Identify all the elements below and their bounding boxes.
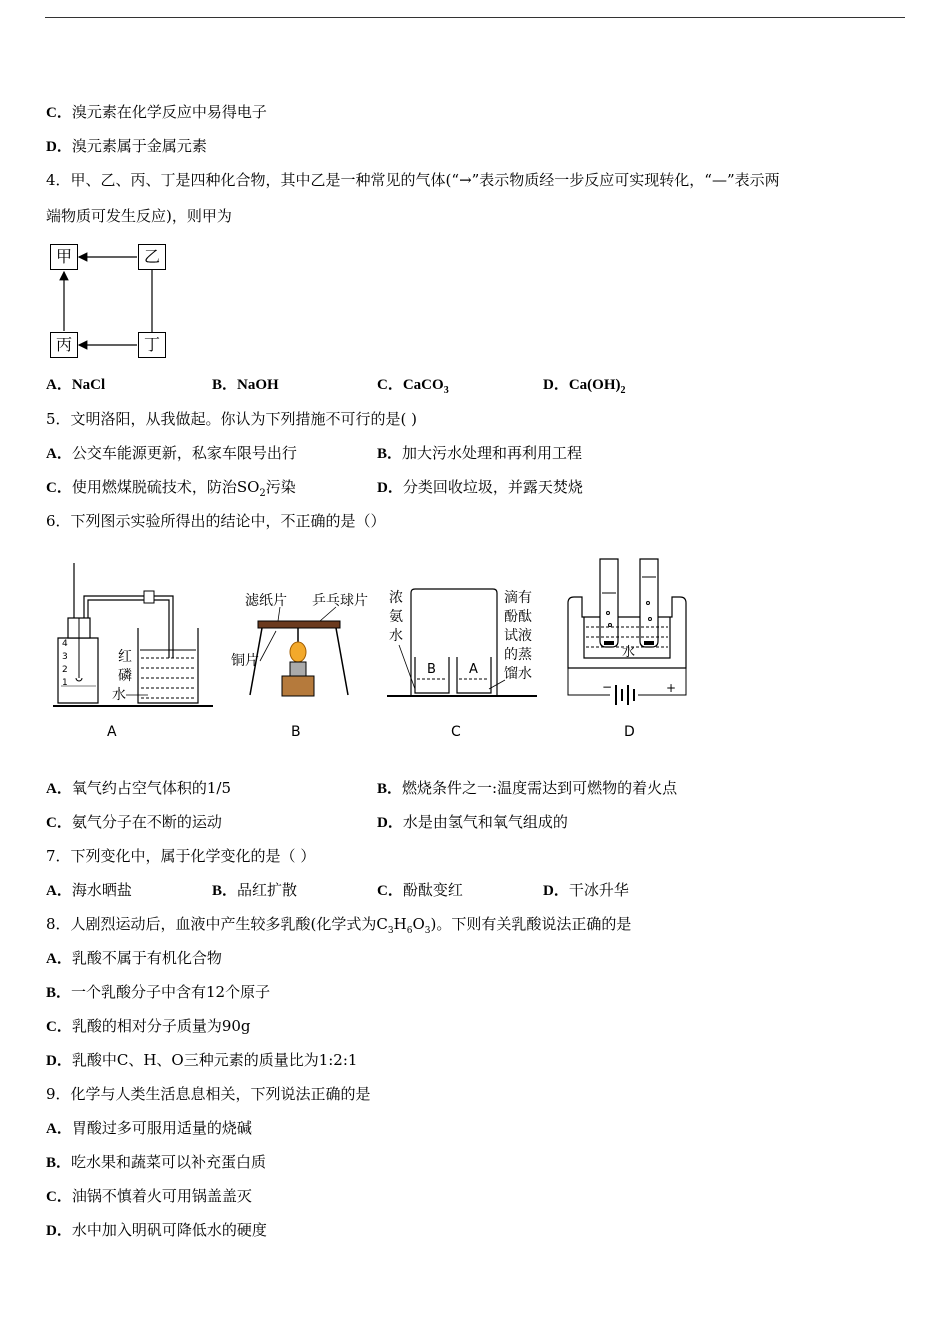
q7-stem: 7．下列变化中，属于化学变化的是（ ） <box>46 847 316 865</box>
label-copper: 铜片 <box>231 653 259 669</box>
mark-1: 1 <box>62 678 68 688</box>
q6-figure-c <box>385 585 545 743</box>
label-c-left-2: 氨 <box>389 609 403 625</box>
label-pingpong: 乒乓球片 <box>312 593 368 609</box>
node-ding: 丁 <box>138 332 166 358</box>
caption-b: B <box>291 724 301 740</box>
q8-stem: 8．人剧烈运动后，血液中产生较多乳酸(化学式为$C_3H_6O_3$)。下则有关乳酸说法正确的是 <box>46 915 632 936</box>
q4-option-b: B．NaOH <box>212 377 279 393</box>
mark-2: 2 <box>62 665 68 675</box>
q6-option-a: A．氧气约占空气体积的1/5 <box>46 779 231 797</box>
q4-option-a: A．NaCl <box>46 377 106 393</box>
caption-d: D <box>624 724 635 740</box>
node-bing: 丙 <box>50 332 78 358</box>
q8-option-c: C．乳酸的相对分子质量为90g <box>46 1017 251 1035</box>
label-beaker-a: A <box>469 662 478 677</box>
label-beaker-b: B <box>427 662 436 677</box>
caption-c: C <box>451 724 461 740</box>
q6-stem: 6．下列图示实验所得出的结论中，不正确的是（） <box>46 512 386 530</box>
label-phos: 磷 <box>118 668 132 684</box>
q4-diagram <box>49 243 169 359</box>
q7-option-c: C．酚酞变红 <box>377 881 463 899</box>
q7-option-d: D．干冰升华 <box>543 881 629 899</box>
q9-option-a: A．胃酸过多可服用适量的烧碱 <box>46 1119 252 1137</box>
q6-option-c: C．氨气分子在不断的运动 <box>46 813 222 831</box>
q6-option-d: D．水是由氢气和氧气组成的 <box>377 813 568 831</box>
q9-stem: 9．化学与人类生活息息相关，下列说法正确的是 <box>46 1085 371 1103</box>
q5-option-b: B．加大污水处理和再利用工程 <box>377 444 583 462</box>
q6-figure-a <box>48 558 218 743</box>
label-filter: 滤纸片 <box>245 593 287 609</box>
q4-option-c: C．CaCO$_3$ <box>377 377 449 396</box>
q4-stem-line1: 4．甲、乙、丙、丁是四种化合物，其中乙是一种常见的气体(“→”表示物质经一步反应可实现转化，“—”表示两 <box>46 171 780 189</box>
mark-3: 3 <box>62 652 68 662</box>
q7-option-b: B．品红扩散 <box>212 881 298 899</box>
label-water-d: 水 <box>622 645 636 660</box>
q8-option-b: B．一个乳酸分子中含有12个原子 <box>46 983 271 1001</box>
label-c-right-5: 馏水 <box>504 666 532 682</box>
q5-option-d: D．分类回收垃圾，并露天焚烧 <box>377 478 583 496</box>
q3-option-d: D．溴元素属于金属元素 <box>46 137 207 155</box>
q7-option-a: A．海水晒盐 <box>46 881 132 899</box>
q3-option-c: C．溴元素在化学反应中易得电子 <box>46 103 267 121</box>
label-c-right-2: 酚酞 <box>504 609 532 625</box>
label-c-right-3: 试液 <box>504 628 532 644</box>
q5-option-c: C．使用燃煤脱硫技术，防治$SO_2$污染 <box>46 478 296 499</box>
q8-option-a: A．乳酸不属于有机化合物 <box>46 949 222 967</box>
header-rule <box>45 17 905 18</box>
q9-option-b: B．吃水果和蔬菜可以补充蛋白质 <box>46 1153 267 1171</box>
label-red: 红 <box>118 649 132 665</box>
node-yi: 乙 <box>138 244 166 270</box>
caption-a: A <box>107 724 117 740</box>
label-water: 水 <box>112 687 126 703</box>
label-plus: + <box>666 681 677 695</box>
label-c-right-4: 的蒸 <box>504 647 532 663</box>
q4-stem-line2: 端物质可发生反应)，则甲为 <box>46 207 232 225</box>
label-c-right-1: 滴有 <box>504 590 532 606</box>
label-c-left-3: 水 <box>389 628 403 644</box>
q9-option-c: C．油锅不慎着火可用锅盖盖灭 <box>46 1187 252 1205</box>
mark-4: 4 <box>62 639 68 649</box>
q6-figure-b <box>228 585 378 743</box>
node-jia: 甲 <box>50 244 78 270</box>
q5-stem: 5．文明洛阳，从我做起。你认为下列措施不可行的是( ) <box>46 410 418 428</box>
label-minus: − <box>602 680 613 694</box>
q6-figure-d <box>560 553 700 743</box>
q8-option-d: D．乳酸中C、H、O三种元素的质量比为1:2:1 <box>46 1051 358 1069</box>
q6-option-b: B．燃烧条件之一:温度需达到可燃物的着火点 <box>377 779 678 797</box>
label-c-left-1: 浓 <box>389 590 403 606</box>
q5-option-a: A．公交车能源更新，私家车限号出行 <box>46 444 297 462</box>
q4-option-d: D．$Ca(OH)_2$ <box>543 377 626 396</box>
q9-option-d: D．水中加入明矾可降低水的硬度 <box>46 1221 267 1239</box>
